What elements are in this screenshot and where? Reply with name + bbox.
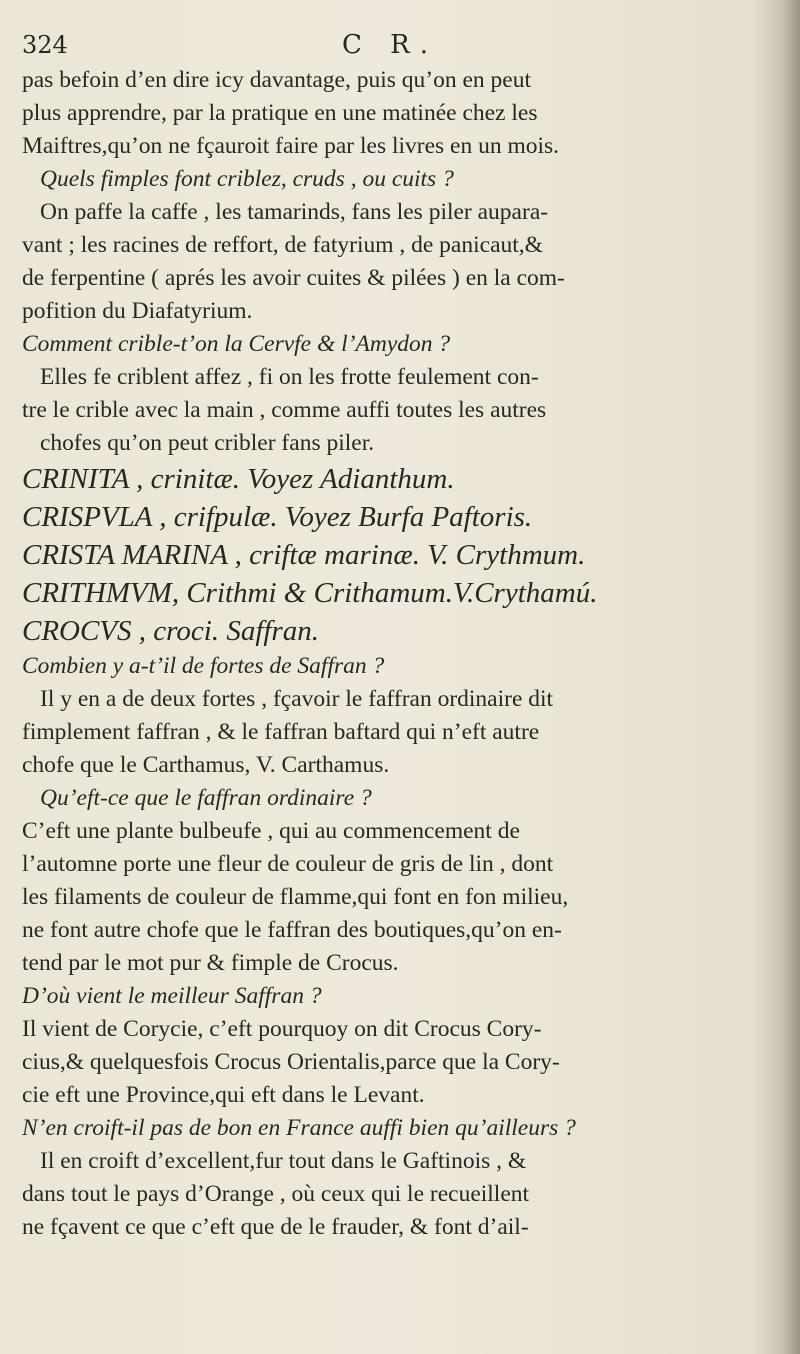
text-line: pofition du Diafatyrium.: [22, 298, 253, 324]
text-line: Combien y a-t’il de fortes de Saffran ?: [22, 653, 385, 679]
text-line: Quels fimples font criblez, cruds , ou cuits ?: [40, 166, 454, 192]
text-line: CRINITA , crinitæ. Voyez Adianthum.: [22, 463, 455, 495]
text-line: CRISPVLA , crifpulæ. Voyez Burfa Paftoris.: [22, 501, 533, 533]
text-line: fimplement faffran , & le faffran baftard qui n’eft autre: [22, 719, 540, 745]
text-line: CROCVS , croci. Saffran.: [22, 615, 319, 647]
text-line: tend par le mot pur & fimple de Crocus.: [22, 950, 399, 976]
text-line: C’eft une plante bulbeufe , qui au commencement de: [22, 818, 520, 844]
text-line: ne font autre chofe que le faffran des boutiques,qu’on en-: [22, 917, 562, 943]
text-line: CRISTA MARINA , criftæ marinæ. V. Crythmum.: [22, 539, 586, 571]
text-line: chofe que le Carthamus, V. Carthamus.: [22, 752, 390, 778]
text-line: Il en croift d’excellent,fur tout dans le Gaftinois , &: [40, 1148, 527, 1174]
text-line: Elles fe criblent affez , fi on les frotte feulement con-: [40, 364, 539, 390]
text-line: l’automne porte une fleur de couleur de gris de lin , dont: [22, 851, 554, 877]
text-line: D’où vient le meilleur Saffran ?: [22, 983, 322, 1009]
text-line: On paffe la caffe , les tamarinds, fans les piler aupara-: [40, 199, 549, 225]
text-line: tre le crible avec la main , comme auffi toutes les autres: [22, 397, 547, 423]
text-line: chofes qu’on peut cribler fans piler.: [40, 430, 375, 456]
body-text: [22, 64, 786, 1244]
text-line: N’en croift-il pas de bon en France auffi bien qu’ailleurs ?: [22, 1115, 576, 1141]
text-line: dans tout le pays d’Orange , où ceux qui le recueillent: [22, 1181, 530, 1207]
text-line: CRITHMVM, Crithmi & Crithamum.V.Crythamú.: [22, 577, 598, 609]
text-line: cie eft une Province,qui eft dans le Levant.: [22, 1082, 425, 1108]
text-line: Comment crible-t’on la Cervfe & l’Amydon ?: [22, 331, 451, 357]
text-line: ne fçavent ce que c’eft que de le frauder, & font d’ail-: [22, 1214, 529, 1240]
running-head: C R.: [342, 30, 438, 60]
text-line: Il y en a de deux fortes , fçavoir le faffran ordinaire dit: [40, 686, 554, 712]
text-line: les filaments de couleur de flamme,qui font en fon milieu,: [22, 884, 569, 910]
text-line: Maiftres,qu’on ne fçauroit faire par les livres en un mois.: [22, 133, 560, 159]
text-line: pas befoin d’en dire icy davantage, puis qu’on en peut: [22, 67, 532, 93]
text-line: Qu’eft-ce que le faffran ordinaire ?: [40, 785, 372, 811]
text-line: de ferpentine ( aprés les avoir cuites & pilées ) en la com-: [22, 265, 565, 291]
text-line: plus apprendre, par la pratique en une matinée chez les: [22, 100, 538, 126]
page-header: [22, 30, 786, 64]
text-line: vant ; les racines de reffort, de fatyrium , de panicaut,&: [22, 232, 543, 258]
page-edge-shadow: [782, 0, 800, 1354]
text-line: Il vient de Corycie, c’eft pourquoy on dit Crocus Cory-: [22, 1016, 542, 1042]
page-number: 324: [22, 31, 68, 59]
text-line: cius,& quelquesfois Crocus Orientalis,parce que la Cory-: [22, 1049, 560, 1075]
